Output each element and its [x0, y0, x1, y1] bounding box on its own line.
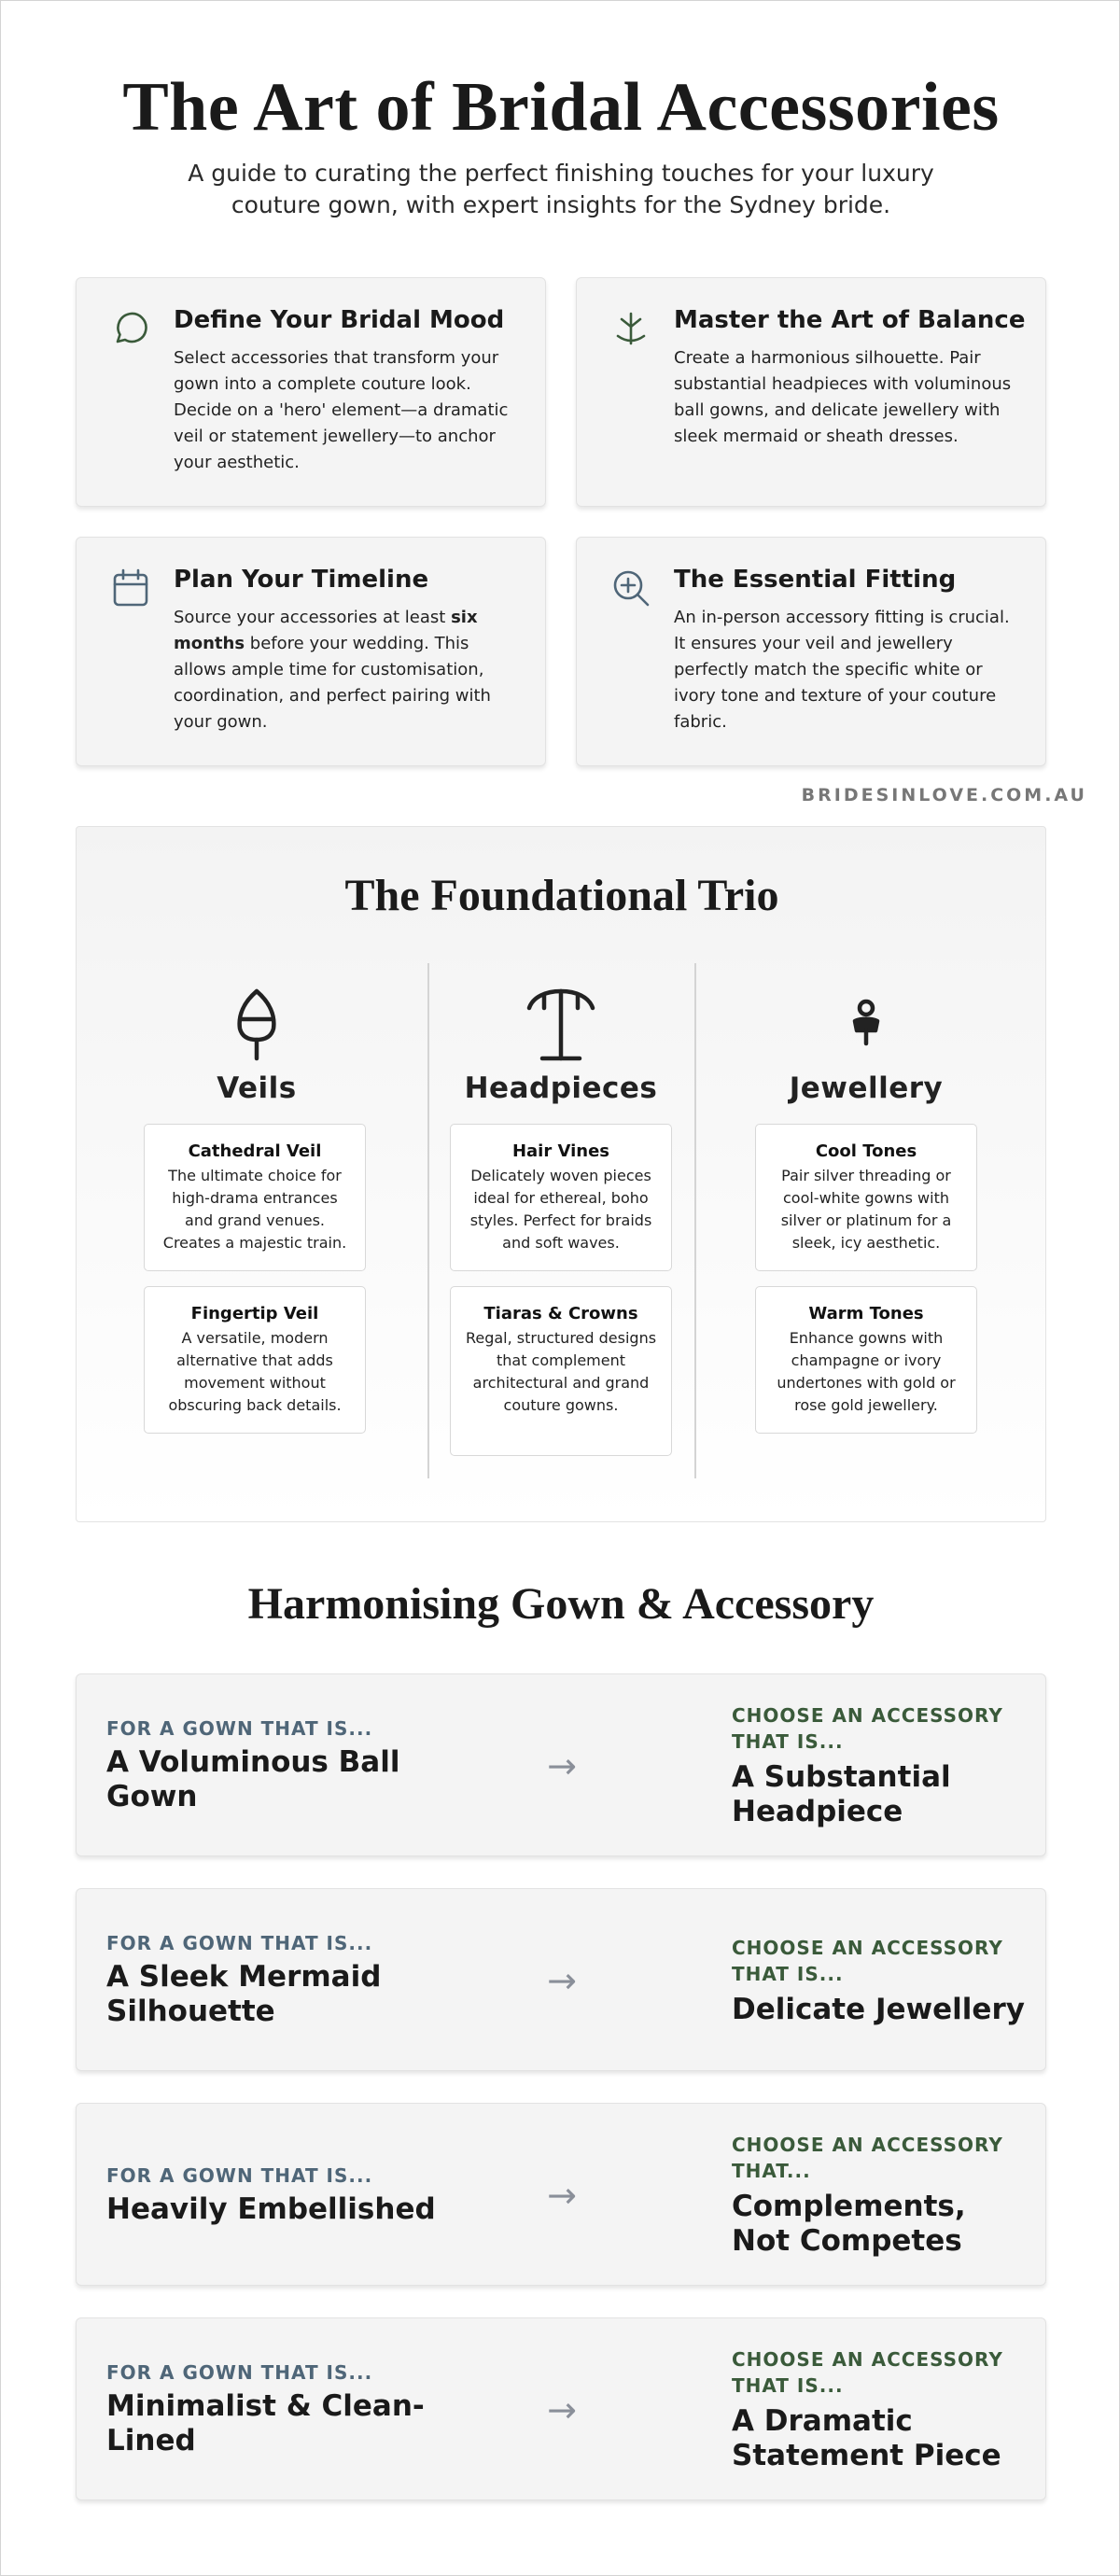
page-title: The Art of Bridal Accessories [122, 69, 1000, 146]
trio-card-text: Enhance gowns with champagne or ivory undertones with gold or rose gold jewellery. [777, 1329, 956, 1414]
pairing-card [76, 1888, 1046, 2071]
accessory-side [732, 1889, 1030, 2072]
trio-card [450, 1286, 672, 1456]
trio-card-text: A versatile, modern alternative that adds movement without obscuring back details. [168, 1329, 342, 1414]
arrow-right-icon: → [547, 1745, 577, 1786]
trio-card-title: Tiaras & Crowns [483, 1304, 638, 1323]
tip-card-fitting [576, 537, 1046, 766]
gown-type: A Sleek Mermaid Silhouette [106, 1960, 382, 2028]
trio-card-text: Regal, structured designs that complement architectural and grand couture gowns. [465, 1329, 657, 1414]
gown-side [106, 1889, 461, 2072]
tip-card-mood [76, 277, 546, 507]
tip-card-timeline [76, 537, 546, 766]
speech-bubble-icon [110, 308, 151, 349]
headpiece-icon [524, 987, 598, 1062]
trio-heading-jewellery: Jewellery [789, 1071, 944, 1105]
accessory-label: CHOOSE AN ACCESSORY THAT IS... [732, 2348, 1003, 2397]
accessory-type: Complements, Not Competes [732, 2190, 966, 2258]
gown-label: FOR A GOWN THAT IS... [106, 1932, 373, 1954]
gown-type: Heavily Embellished [106, 2191, 436, 2226]
gown-side [106, 2104, 461, 2287]
trio-card-text: Pair silver threading or cool-white gowns with silver or platinum for a sleek, icy aesthetic. [780, 1167, 952, 1252]
balance-scale-icon [610, 308, 651, 349]
trio-card-text: Delicately woven pieces ideal for ethereal, boho styles. Perfect for braids and soft waves. [469, 1167, 652, 1252]
trio-card-title: Fingertip Veil [190, 1304, 319, 1323]
arrow-right-icon: → [547, 1960, 577, 2001]
accessory-label: CHOOSE AN ACCESSORY THAT... [732, 2134, 1003, 2182]
accessory-type: A Substantial Headpiece [732, 1760, 951, 1828]
trio-card-text: The ultimate choice for high-drama entrances and grand venues. Creates a majestic train. [162, 1167, 347, 1252]
accessory-side [732, 2318, 1030, 2501]
source-credit: BRIDESINLOVE.COM.AU [801, 785, 1087, 805]
trio-card [144, 1124, 366, 1271]
pairing-card [76, 2317, 1046, 2500]
gown-side [106, 1674, 461, 1857]
tip-text: Select accessories that transform your gown into a complete couture look. Decide on a 'hero' element—a dramatic veil or statement jewellery—to anchor your aesthetic. [174, 348, 509, 472]
accessory-label: CHOOSE AN ACCESSORY THAT IS... [732, 1936, 1003, 1985]
gown-label: FOR A GOWN THAT IS... [106, 2361, 373, 2384]
accessory-side [732, 1674, 1030, 1857]
trio-card-title: Hair Vines [511, 1141, 610, 1161]
trio-heading-veils: Veils [217, 1071, 297, 1105]
page-subtitle: A guide to curating the perfect finishing touches for your luxury couture gown, with expert insights for the Sydney bride. [188, 160, 934, 218]
emphasis-text: six months [174, 608, 478, 653]
trio-card [755, 1124, 977, 1271]
trio-card-title: Cathedral Veil [188, 1141, 322, 1161]
jewellery-icon [829, 987, 903, 1062]
veil-icon [219, 987, 294, 1062]
tip-title: Plan Your Timeline [174, 566, 429, 594]
column-divider [427, 963, 429, 1478]
trio-card [755, 1286, 977, 1434]
trio-card-title: Cool Tones [815, 1141, 917, 1161]
arrow-right-icon: → [547, 2175, 577, 2216]
tip-text: Source your accessories at least six months before your wedding. This allows ample time for customisation, coordination, and perfect pairing with your gown. [174, 608, 491, 732]
section-title: The Foundational Trio [344, 871, 779, 920]
gown-type: Minimalist & Clean-Lined [106, 2389, 425, 2457]
trio-card-title: Warm Tones [808, 1304, 924, 1323]
gown-label: FOR A GOWN THAT IS... [106, 1717, 373, 1740]
arrow-right-icon: → [547, 2389, 577, 2430]
accessory-type: A Dramatic Statement Piece [732, 2404, 1001, 2472]
calendar-icon [110, 567, 151, 609]
tip-card-balance [576, 277, 1046, 507]
magnifier-plus-icon [610, 567, 651, 609]
trio-heading-headpieces: Headpieces [464, 1071, 658, 1105]
foundational-trio-panel [76, 826, 1046, 1522]
gown-label: FOR A GOWN THAT IS... [106, 2163, 373, 2187]
tip-title: Master the Art of Balance [674, 306, 1026, 334]
tip-text: Create a harmonious silhouette. Pair substantial headpieces with voluminous ball gowns, and delicate jewellery with sleek mermaid or sheath dresses. [674, 348, 1012, 446]
trio-card [144, 1286, 366, 1434]
trio-card [450, 1124, 672, 1271]
section-title: Harmonising Gown & Accessory [247, 1579, 875, 1629]
accessory-label: CHOOSE AN ACCESSORY THAT IS... [732, 1704, 1003, 1753]
gown-type: A Voluminous Ball Gown [106, 1745, 400, 1813]
accessory-side [732, 2104, 1030, 2287]
tip-title: The Essential Fitting [674, 566, 957, 594]
accessory-type: Delicate Jewellery [732, 1992, 1025, 2026]
pairing-card [76, 2103, 1046, 2286]
pairing-card [76, 1673, 1046, 1856]
gown-side [106, 2318, 461, 2501]
column-divider [694, 963, 696, 1478]
tip-text: An in-person accessory fitting is crucial. It ensures your veil and jewellery perfectly match the specific white or ivory tone and texture of your couture fabric. [674, 608, 1010, 732]
tip-title: Define Your Bridal Mood [174, 306, 505, 334]
